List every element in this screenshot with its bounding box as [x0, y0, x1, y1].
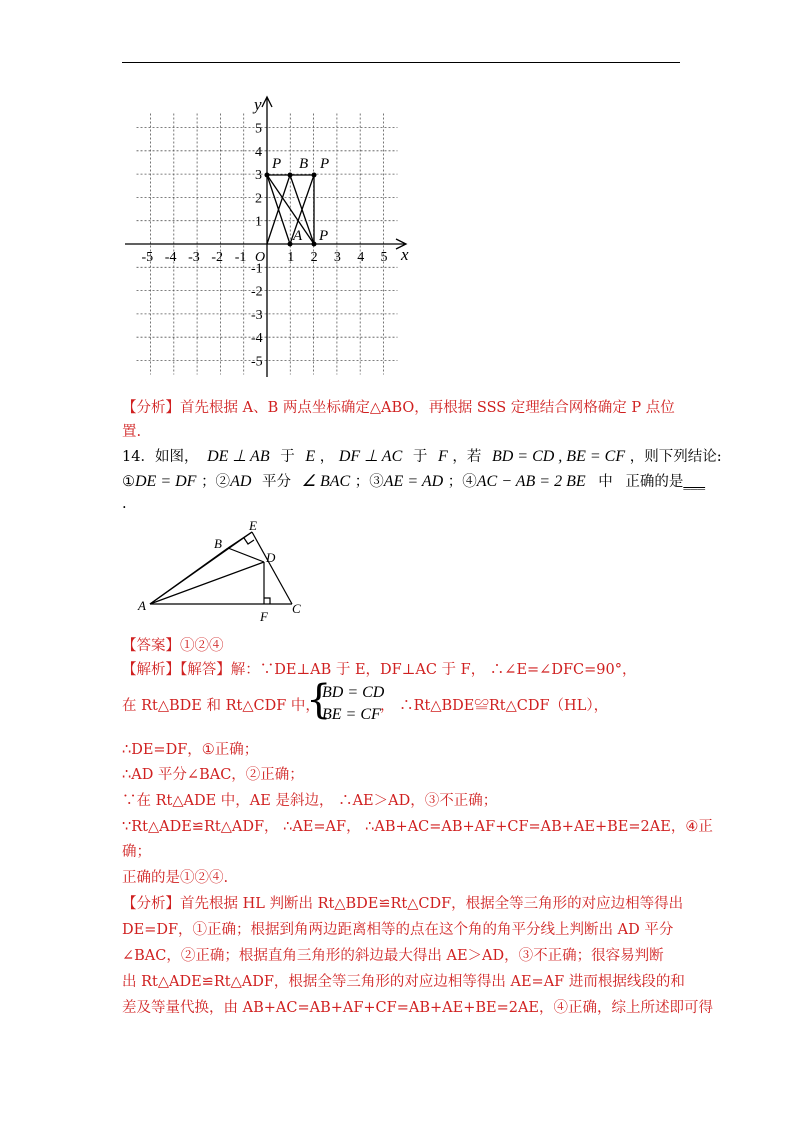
- y-tick-label: -4: [251, 331, 263, 347]
- analysis14-line4: 出 Rt△ADE≌Rt△ADF，根据全等三角形的对应边相等得出 AE=AF 进而根据线段的和: [122, 974, 685, 990]
- math-angle-bac: ∠ BAC: [301, 473, 351, 490]
- vertex-c: C: [292, 601, 301, 616]
- x-tick-label: 1: [287, 250, 295, 265]
- math-ad: AD: [230, 473, 252, 490]
- question-14-period: .: [122, 496, 127, 512]
- vertex-a: A: [138, 598, 146, 613]
- circle-2: ；②: [201, 474, 231, 490]
- y-tick-label: 4: [255, 144, 262, 160]
- y-axis-label: y: [254, 95, 262, 114]
- math-f: F: [437, 448, 448, 465]
- y-tick-label: -5: [251, 354, 263, 370]
- math-ac-ab: AC − AB = 2 BE: [476, 473, 586, 490]
- circle-4: ；④: [447, 474, 477, 490]
- question-14-line2: [122, 470, 705, 491]
- vertex-b: B: [214, 536, 222, 551]
- x-tick-label: 2: [310, 250, 318, 265]
- circle-3: ；③: [354, 474, 384, 490]
- vertex-e: E: [249, 518, 257, 533]
- analysis14-line2: DE=DF，①正确；根据到角两边距离相等的点在这个角的角平分线上判断出 AD 平分: [122, 922, 674, 938]
- solution-line5: ∵在 Rt△ADE 中，AE 是斜边， ∴AE＞AD，③不正确；: [122, 793, 498, 809]
- x-axis-label: x: [401, 245, 409, 264]
- solution-line6: ∵Rt△ADE≌Rt△ADF， ∴AE=AF， ∴AB+AC=AB+AF+CF=AB+AE+BE=2AE，④正: [122, 819, 713, 835]
- vertex-f: F: [260, 609, 268, 624]
- equation-1: BD = CD: [322, 684, 385, 701]
- text-correct: 正确的是: [625, 474, 684, 490]
- math-de-perp-ab: DE ⊥ AB: [207, 448, 270, 465]
- solution-line8: 正确的是①②④.: [122, 870, 229, 886]
- point-label-p3: P: [319, 228, 329, 244]
- math-df-perp-ac: DF ⊥ AC: [338, 448, 403, 465]
- math-ae-ad: AE = AD: [383, 473, 444, 490]
- x-tick-label: -4: [164, 250, 177, 265]
- coordinate-grid-figure: [125, 92, 415, 382]
- y-tick-label: 2: [255, 191, 262, 207]
- solution-line4: ∴AD 平分∠BAC，②正确；: [122, 767, 304, 783]
- y-tick-label: 1: [255, 214, 262, 230]
- analysis14-line3: ∠BAC，②正确；根据直角三角形的斜边最大得出 AE＞AD，③不正确；很容易判断: [122, 948, 664, 964]
- x-tick-label: -1: [234, 250, 247, 265]
- solution-line3: ∴DE=DF，①正确；: [122, 742, 259, 758]
- circle-1: ①: [122, 474, 135, 490]
- math-de-df: DE = DF: [135, 473, 197, 490]
- text-bisect: 平分: [262, 474, 291, 490]
- x-tick-label: 5: [380, 250, 388, 265]
- text-ruo: ，若: [452, 449, 482, 465]
- vertex-d: D: [266, 550, 276, 565]
- question-number: 14．如图，: [122, 449, 199, 465]
- y-tick-label: 5: [255, 121, 262, 137]
- text-yu: 于: [412, 449, 428, 465]
- analysis13-line1: 【分析】首先根据 A、B 两点坐标确定△ABO，再根据 SSS 定理结合网格确定 P 点位: [122, 400, 675, 416]
- point-label-b: B: [299, 156, 309, 172]
- solution-line7: 确；: [122, 844, 151, 860]
- x-tick-label: -5: [141, 250, 154, 265]
- tick-labels: [142, 122, 388, 370]
- math-e: E: [305, 448, 316, 465]
- header-rule: [122, 62, 680, 63]
- text-comma: ，: [319, 449, 335, 465]
- solution-line2a: 在 Rt△BDE 和 Rt△CDF 中，: [122, 698, 320, 714]
- text-yu: 于: [280, 449, 295, 465]
- y-tick-label: -1: [251, 261, 263, 277]
- analysis13-line2: 置.: [122, 424, 142, 440]
- analysis14-line5: 差及等量代换，由 AB+AC=AB+AF+CF=AB+AE+BE=2AE，④正确，综上所述即可得: [122, 1000, 714, 1016]
- triangle-figure: [135, 518, 310, 628]
- equation-2: BE = CF: [322, 706, 381, 723]
- y-tick-label: 3: [255, 168, 262, 184]
- question-14-line1: [122, 445, 722, 466]
- point-label-p2: P: [320, 156, 330, 172]
- point-label-a: A: [293, 228, 303, 244]
- y-tick-label: -2: [251, 284, 263, 300]
- math-conditions: BD = CD , BE = CF: [491, 448, 626, 465]
- text-zhong: 中: [598, 474, 613, 490]
- x-tick-label: -3: [188, 250, 200, 265]
- x-tick-label: -2: [211, 250, 224, 265]
- solution-line1: 【解析】【解答】解：∵DE⊥AB 于 E，DF⊥AC 于 F， ∴∠E=∠DFC=90°，: [122, 662, 637, 678]
- x-tick-label: 4: [357, 250, 365, 265]
- answer-line: 【答案】①②④: [122, 638, 224, 654]
- x-tick-label: 3: [333, 250, 341, 265]
- origin-label: O: [255, 250, 266, 265]
- answer-blank: ___: [683, 474, 706, 490]
- point-label-p1: P: [272, 156, 282, 172]
- text-conclusions: ，则下列结论:: [629, 449, 722, 465]
- analysis14-line1: 【分析】首先根据 HL 判断出 Rt△BDE≌Rt△CDF，根据全等三角形的对应边相等得出: [122, 896, 684, 912]
- equation-brace: {: [306, 677, 332, 723]
- y-tick-label: -3: [251, 307, 263, 323]
- solution-line2b: ， ∴Rt△BDE≌Rt△CDF（HL），: [380, 698, 609, 714]
